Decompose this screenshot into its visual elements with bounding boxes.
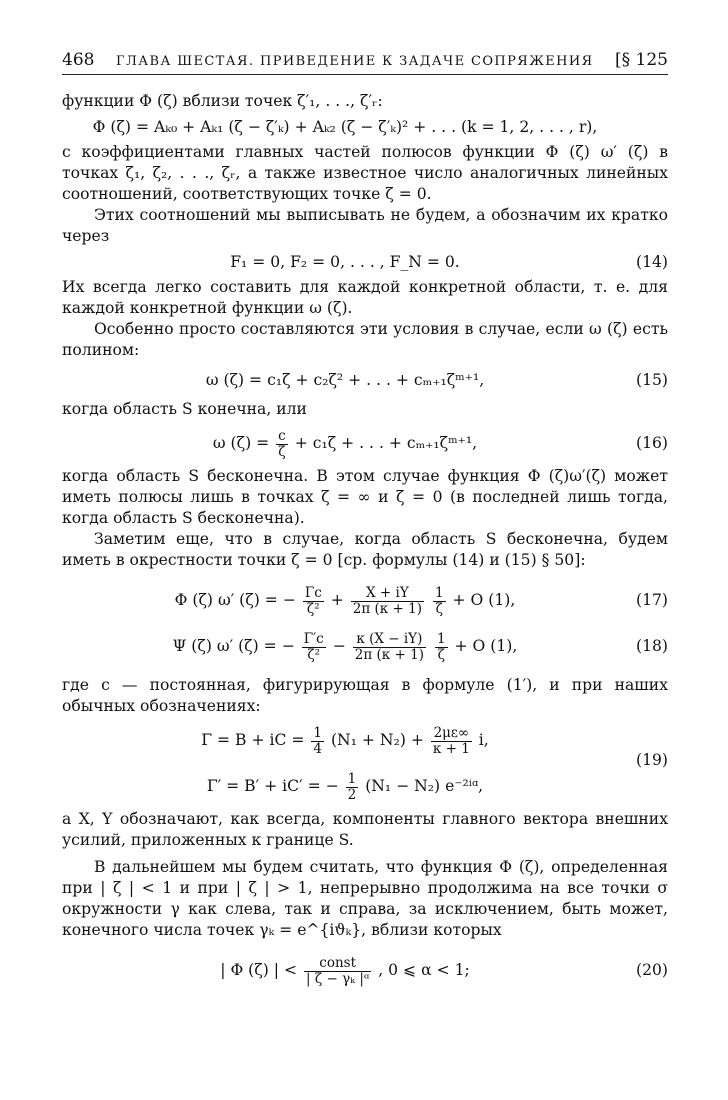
eq-rhs: + O (1),: [454, 637, 518, 655]
eq-lhs: Φ (ζ) ω′ (ζ) = −: [174, 591, 296, 609]
equation-body: [62, 947, 628, 993]
eq-rhs: i,: [478, 731, 489, 749]
fraction: [304, 956, 371, 987]
denominator: 4: [313, 740, 322, 757]
denominator: 2π (κ + 1): [354, 646, 424, 663]
denominator: ζ²: [306, 600, 320, 617]
fraction: [431, 726, 472, 757]
numerator: c: [278, 427, 286, 444]
page: [62, 50, 668, 993]
eq-rhs: + c₁ζ + . . . + cₘ₊₁ζᵐ⁺¹,: [294, 434, 478, 452]
numerator: Γc: [304, 584, 322, 601]
paragraph: Их всегда легко составить для каждой конкретной области, т. е. для каждой конкретной функции ω (ζ).: [62, 278, 668, 317]
equation-17: [62, 577, 668, 623]
equation-number: (16): [635, 434, 668, 452]
denominator: ζ²: [307, 646, 321, 663]
fraction: [311, 726, 324, 757]
paragraph: с коэффициентами главных частей полюсов функции Φ (ζ) ω′ (ζ) в точках ζ₁, ζ₂, . . ., ζᵣ, а также известное число аналогичных линейных соотношений, соответствующих точке ζ = 0.: [62, 143, 668, 203]
eq-lhs: Γ = B + iC =: [201, 731, 305, 749]
numerator: 1: [347, 770, 357, 787]
equation-line: [62, 717, 628, 763]
eq-rhs: + O (1),: [452, 591, 516, 609]
equation-line: [62, 763, 628, 809]
numerator: 1: [434, 584, 444, 601]
denominator: κ + 1: [432, 740, 470, 757]
fraction: [435, 632, 448, 663]
paragraph: Заметим еще, что в случае, когда область S бесконечна, будем иметь в окрестности точки ζ = 0 [ср. формулы (14) и (15) § 50]:: [62, 530, 668, 569]
fraction: [346, 772, 359, 803]
equation: [62, 112, 668, 142]
operator: −: [332, 637, 346, 655]
fraction: [353, 632, 426, 663]
denominator: | ζ − γₖ |ᵅ: [306, 970, 370, 987]
page-number: 468: [62, 50, 95, 70]
denominator: 2: [347, 786, 357, 803]
equation-number: (20): [635, 961, 668, 979]
equation-body: [62, 577, 628, 623]
equation-19: [62, 717, 668, 809]
eq-lhs: ω (ζ) =: [212, 434, 270, 452]
denominator: ζ: [278, 443, 286, 460]
equation-15: [62, 365, 668, 395]
paragraph: функции Φ (ζ) вблизи точек ζ′₁, . . ., ζ′ᵣ:: [62, 92, 383, 110]
equation-body: F₁ = 0, F₂ = 0, . . . , F_N = 0.: [230, 253, 460, 271]
numerator: 2με∞: [431, 726, 472, 742]
denominator: ζ: [437, 646, 445, 663]
fraction: [276, 429, 288, 460]
equation-number: (18): [635, 637, 668, 655]
equation-number: (17): [635, 591, 668, 609]
eq-lhs: Ψ (ζ) ω′ (ζ) = −: [172, 637, 295, 655]
denominator: 2π (κ + 1): [352, 600, 422, 617]
equation-body: [62, 623, 628, 669]
fraction: [433, 586, 446, 617]
eq-lhs: | Φ (ζ) | <: [220, 961, 298, 979]
equation-body: [62, 420, 628, 466]
denominator: ζ: [435, 600, 443, 617]
equation-16: [62, 420, 668, 466]
numerator: Γ′c: [303, 630, 324, 647]
equation-body: Φ (ζ) = Aₖ₀ + Aₖ₁ (ζ − ζ′ₖ) + Aₖ₂ (ζ − ζ′ₖ)² + . . . (k = 1, 2, . . . , r),: [92, 118, 598, 136]
paragraph: Особенно просто составляются эти условия в случае, если ω (ζ) есть полином:: [62, 320, 668, 359]
eq-lhs: Γ′ = B′ + iC′ = −: [206, 777, 339, 795]
numerator: const: [304, 956, 371, 972]
fraction: [351, 586, 424, 617]
numerator: 1: [313, 724, 322, 741]
paragraph: когда область S конечна, или: [62, 400, 307, 418]
paragraph: В дальнейшем мы будем считать, что функция Φ (ζ), определенная при | ζ | < 1 и при | ζ | > 1, непрерывно продолжима на все точки σ окружности γ как слева, так и справа, за исключением, быть может, конечного числа точек γₖ = e^{iϑₖ}, вблизи которых: [62, 858, 668, 939]
numerator: κ (X − iY): [353, 632, 426, 648]
running-header: [62, 50, 668, 75]
paragraph: где c — постоянная, фигурирующая в формуле (1′), и при наших обычных обозначениях:: [62, 676, 668, 715]
section-ref: [§ 125: [615, 50, 668, 70]
equation-18: [62, 623, 668, 669]
fraction: [303, 586, 324, 617]
eq-rhs: , 0 ⩽ α < 1;: [378, 961, 470, 979]
eq-mid: (N₁ + N₂) +: [330, 731, 424, 749]
fraction: [302, 632, 326, 663]
paragraph: Этих соотношений мы выписывать не будем, а обозначим их кратко через: [62, 206, 668, 245]
equation-number: (14): [635, 253, 668, 271]
numerator: X + iY: [351, 586, 424, 602]
chapter-title: ГЛАВА ШЕСТАЯ. ПРИВЕДЕНИЕ К ЗАДАЧЕ СОПРЯЖЕНИЯ: [115, 54, 594, 69]
operator: +: [330, 591, 344, 609]
equation-20: [62, 947, 668, 993]
paragraph: когда область S бесконечна. В этом случае функция Φ (ζ)ω′(ζ) может иметь полюсы лишь в точках ζ = ∞ и ζ = 0 (в последней лишь тогда, когда область S бесконечна).: [62, 467, 668, 527]
equation-14: [62, 247, 668, 277]
eq-rhs: (N₁ − N₂) e⁻²ⁱᵅ,: [365, 777, 484, 795]
paragraph: а X, Y обозначают, как всегда, компоненты главного вектора внешних усилий, приложенных к границе S.: [62, 810, 668, 849]
equation-number: (19): [635, 751, 668, 769]
numerator: 1: [436, 630, 446, 647]
equation-body: ω (ζ) = c₁ζ + c₂ζ² + . . . + cₘ₊₁ζᵐ⁺¹,: [205, 371, 485, 389]
equation-number: (15): [635, 371, 668, 389]
